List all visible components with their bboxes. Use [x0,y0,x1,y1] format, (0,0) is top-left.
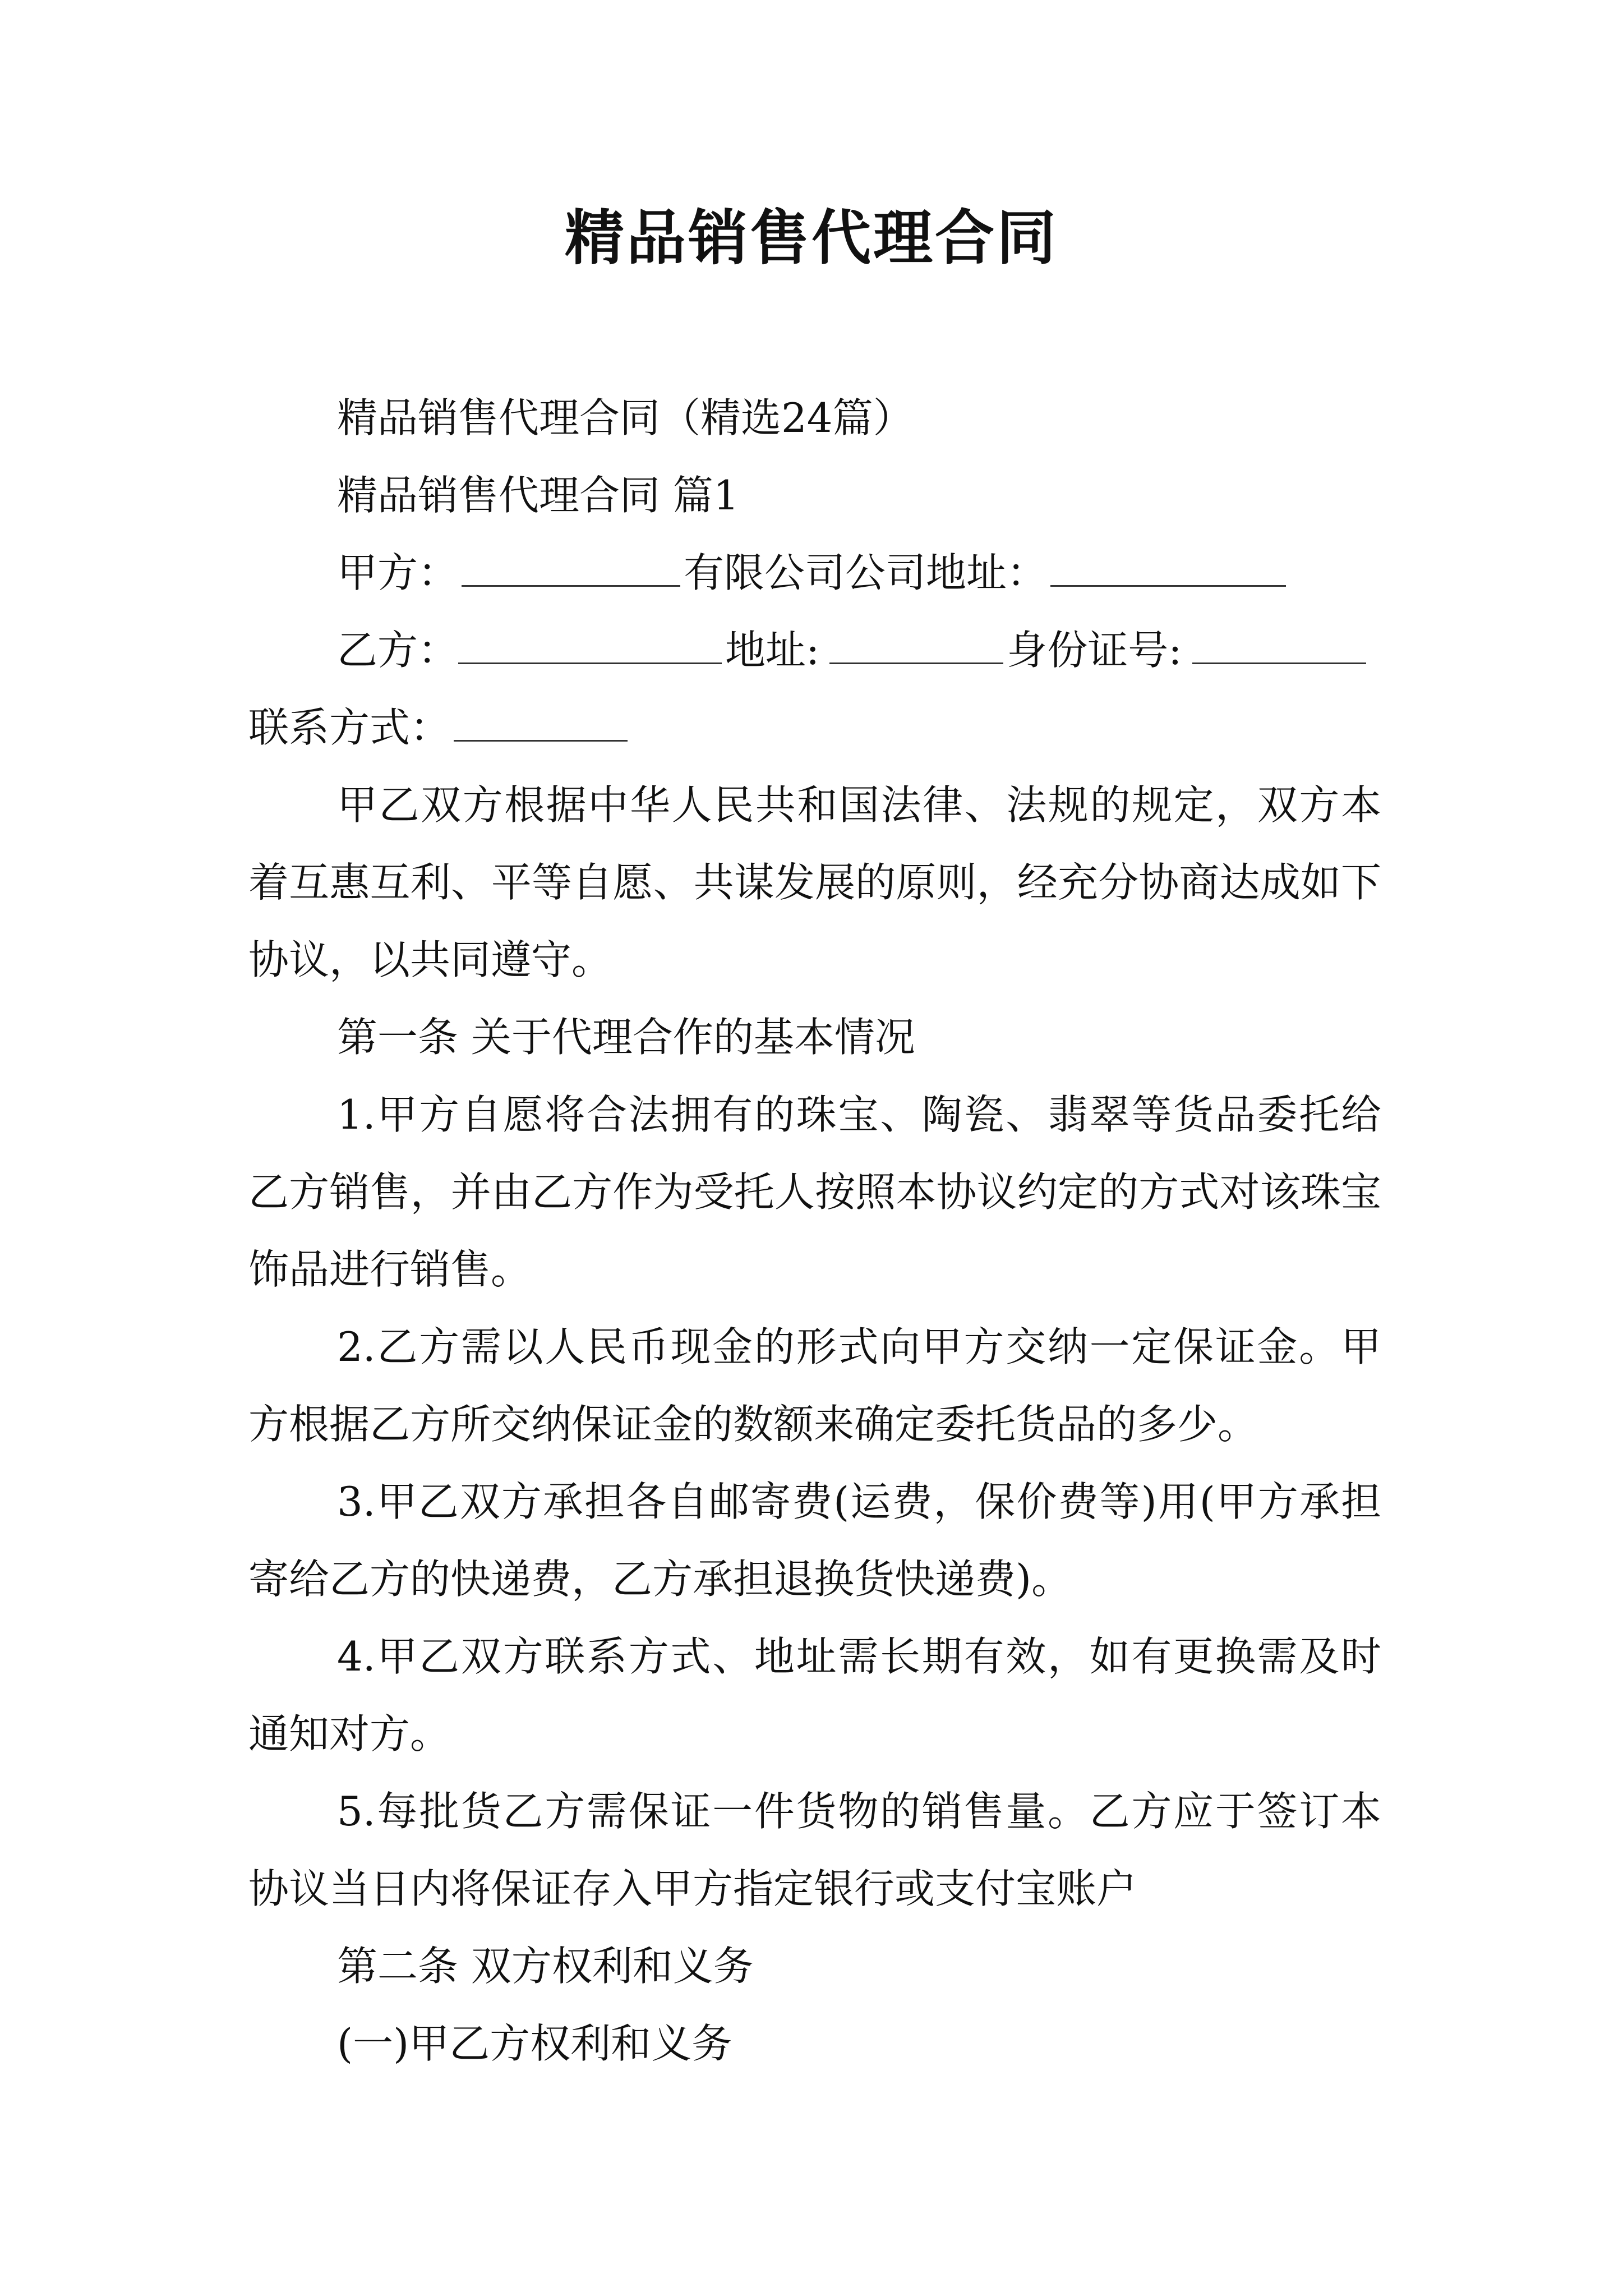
party-a-line [248,534,1381,611]
clause-3: 3.甲乙双方承担各自邮寄费(运费，保价费等)用(甲方承担寄给乙方的快递费，乙方承担退换货快递费)。 [248,1478,1381,1603]
article-2-heading: 第二条 双方权利和义务 [337,1943,754,1990]
party-b-address-label: 地址: [725,627,820,674]
clause-5: 5.每批货乙方需保证一件货物的销售量。乙方应于签订本协议当日内将保证存入甲方指定银行或支付宝账户 [248,1788,1381,1912]
party-b-line [248,611,1381,689]
clause-4: 4.甲乙双方联系方式、地址需长期有效，如有更换需及时通知对方。 [248,1633,1381,1757]
contact-line [248,689,1381,766]
party-b-id-label: 身份证号: [1007,627,1182,674]
party-b-address-blank [829,629,1003,664]
document-body [248,379,1381,2082]
contact-label: 联系方式： [248,704,451,751]
party-a-address-blank [1050,551,1286,587]
party-b-id-blank [1192,629,1366,664]
party-b-label: 乙方： [337,627,459,674]
paragraph-preamble: 甲乙双方根据中华人民共和国法律、法规的规定，双方本着互惠互利、平等自愿、共谋发展的原则，经充分协商达成如下协议，以共同遵守。 [248,781,1381,983]
sub-heading-rights: (一)甲乙方权利和义务 [337,2020,732,2067]
party-b-name-blank [458,629,722,664]
party-a-name-blank [462,551,680,587]
contact-blank [454,706,628,742]
clause-2: 2.乙方需以人民币现金的形式向甲方交纳一定保证金。甲方根据乙方所交纳保证金的数额来确定委托货品的多少。 [248,1323,1381,1448]
article-1-heading: 第一条 关于代理合作的基本情况 [337,1014,915,1061]
party-a-label: 甲方： [337,549,459,596]
clause-1: 1.甲方自愿将合法拥有的珠宝、陶瓷、翡翠等货品委托给乙方销售，并由乙方作为受托人按照本协议约定的方式对该珠宝饰品进行销售。 [248,1091,1381,1293]
party-a-address-label: 有限公司公司地址： [684,549,1048,596]
paragraph-section-heading: 精品销售代理合同 篇1 [337,472,739,519]
document-title: 精品销售代理合同 [565,204,1058,273]
paragraph-subtitle: 精品销售代理合同（精选24篇） [337,394,914,441]
